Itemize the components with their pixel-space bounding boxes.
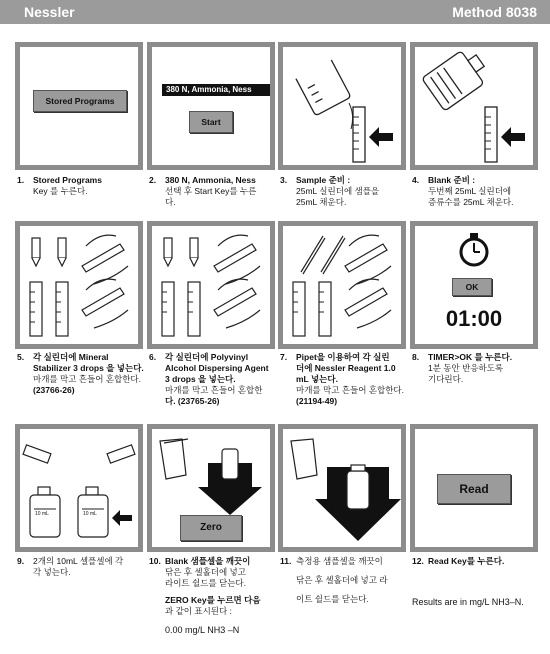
start-button[interactable]: Start bbox=[189, 111, 233, 133]
step1-caption bbox=[17, 175, 145, 197]
step2-panel bbox=[147, 42, 275, 170]
caption-line: 마개를 막고 흔들어 혼합한다. bbox=[33, 374, 141, 384]
caption-line: mL 넣는다. bbox=[296, 374, 338, 384]
step12-caption bbox=[412, 556, 550, 567]
caption-line: 각 실린더에 Mineral bbox=[33, 352, 109, 362]
caption-line: (23766-26) bbox=[33, 385, 75, 395]
step9-caption bbox=[17, 556, 145, 578]
step-number: 10. bbox=[149, 556, 161, 566]
caption-line: 마개를 막고 흔들어 혼합한다. bbox=[296, 385, 404, 395]
sample-beaker-illustration bbox=[283, 47, 401, 165]
step9-panel bbox=[15, 424, 143, 552]
method-number: Method 8038 bbox=[452, 4, 537, 20]
caption-line: 닦은 후 셀홀더에 넣고 bbox=[165, 567, 246, 577]
caption-line: 선택 후 Start Key를 누른 bbox=[165, 186, 257, 196]
step7-panel bbox=[278, 221, 406, 349]
step-number: 9. bbox=[17, 556, 25, 566]
step3-caption bbox=[280, 175, 408, 208]
caption-line: Blank 샘플셀을 깨끗이 bbox=[165, 556, 251, 566]
nessler-pipet-illustration bbox=[283, 226, 401, 344]
caption-line: Stabilizer 3 drops 을 넣는다. bbox=[33, 363, 144, 373]
caption-line: TIMER>OK 를 누른다. bbox=[428, 352, 513, 362]
step10-caption bbox=[149, 556, 277, 636]
caption-line: 라이트 쉴드를 닫는다. bbox=[165, 578, 246, 588]
step-number: 7. bbox=[280, 352, 288, 362]
step4-caption bbox=[412, 175, 540, 208]
caption-line: Alcohol Dispersing Agent bbox=[165, 363, 269, 373]
step3-panel bbox=[278, 42, 406, 170]
caption-line: Sample 준비 : bbox=[296, 175, 351, 185]
step1-panel bbox=[15, 42, 143, 170]
caption-line: 각 실린더에 Polyvinyl bbox=[165, 352, 249, 362]
stored-programs-button[interactable]: Stored Programs bbox=[33, 90, 127, 112]
mineral-stabilizer-illustration bbox=[20, 226, 138, 344]
caption-line: 2개의 10mL 셀플셀에 각 bbox=[33, 556, 124, 566]
caption-line: 이트 쉴드를 닫는다. bbox=[296, 594, 369, 604]
step-number: 12. bbox=[412, 556, 424, 566]
step11-caption bbox=[280, 556, 408, 605]
manual-header bbox=[0, 0, 550, 24]
step-number: 1. bbox=[17, 175, 25, 185]
caption-line: (21194-49) bbox=[296, 396, 338, 406]
caption-line: 다. bbox=[165, 197, 176, 207]
step4-panel bbox=[410, 42, 538, 170]
caption-line: Key 를 누른다. bbox=[33, 186, 88, 196]
step10-panel bbox=[147, 424, 275, 552]
step-number: 6. bbox=[149, 352, 157, 362]
step12-panel bbox=[410, 424, 538, 552]
step5-caption bbox=[17, 352, 145, 396]
step-number: 4. bbox=[412, 175, 420, 185]
caption-line: Stored Programs bbox=[33, 175, 102, 185]
step5-panel bbox=[15, 221, 143, 349]
zero-result-text: 0.00 mg/L NH3 –N bbox=[165, 625, 240, 635]
caption-line: 380 N, Ammonia, Ness bbox=[165, 175, 256, 185]
caption-line: 측정용 샘플셀을 깨끗이 bbox=[296, 556, 383, 566]
caption-line: 기다린다. bbox=[428, 374, 464, 384]
step-number: 8. bbox=[412, 352, 420, 362]
caption-line: 25mL 실린더에 샘플을 bbox=[296, 186, 380, 196]
read-button[interactable]: Read bbox=[437, 474, 511, 504]
cell-label-1: 10 mL bbox=[35, 511, 49, 517]
caption-line: 다. (23765-26) bbox=[165, 396, 220, 406]
caption-line: 두번째 25mL 실린더에 bbox=[428, 186, 512, 196]
step-number: 2. bbox=[149, 175, 157, 185]
step6-caption bbox=[149, 352, 277, 407]
stopwatch-icon bbox=[415, 230, 533, 270]
caption-line: 과 같이 표시된다 : bbox=[165, 606, 232, 616]
step11-panel bbox=[278, 424, 406, 552]
caption-line: ZERO Key를 누르면 다음 bbox=[165, 595, 261, 605]
blank-bottle-illustration bbox=[415, 47, 533, 165]
sample-cells-illustration bbox=[20, 429, 138, 547]
caption-line: 닦은 후 셀홀더에 넣고 라 bbox=[296, 575, 388, 585]
step-number: 11. bbox=[280, 556, 292, 566]
step8-caption bbox=[412, 352, 540, 385]
caption-line: Pipet을 이용하여 각 실린 bbox=[296, 352, 390, 362]
step6-panel bbox=[147, 221, 275, 349]
step-number: 3. bbox=[280, 175, 288, 185]
caption-line: Read Key를 누른다. bbox=[428, 556, 505, 566]
caption-line: 3 drops 을 넣는다. bbox=[165, 374, 236, 384]
step2-caption bbox=[149, 175, 277, 208]
program-selection-bar: 380 N, Ammonia, Ness bbox=[162, 84, 270, 96]
cell-label-2: 10 mL bbox=[83, 511, 97, 517]
header-title: Nessler bbox=[24, 4, 75, 20]
results-units-note: Results are in mg/L NH3–N. bbox=[412, 597, 524, 607]
caption-line: 1분 동안 반응하도록 bbox=[428, 363, 504, 373]
step8-panel bbox=[410, 221, 538, 349]
timer-display: 01:00 bbox=[445, 306, 503, 331]
insert-sample-illustration bbox=[283, 429, 401, 547]
caption-line: 증류수를 25mL 채운다. bbox=[428, 197, 514, 207]
caption-line: 25mL 채운다. bbox=[296, 197, 347, 207]
caption-line: 각 넣는다. bbox=[33, 567, 71, 577]
step7-caption bbox=[280, 352, 408, 407]
caption-line: 더에 Nessler Reagent 1.0 bbox=[296, 363, 396, 373]
step-number: 5. bbox=[17, 352, 25, 362]
zero-button[interactable]: Zero bbox=[180, 515, 242, 541]
caption-line: Blank 준비 : bbox=[428, 175, 476, 185]
caption-line: 마개를 막고 흔들어 혼합한 bbox=[165, 385, 263, 395]
ok-button[interactable]: OK bbox=[452, 278, 492, 296]
dispersing-agent-illustration bbox=[152, 226, 270, 344]
